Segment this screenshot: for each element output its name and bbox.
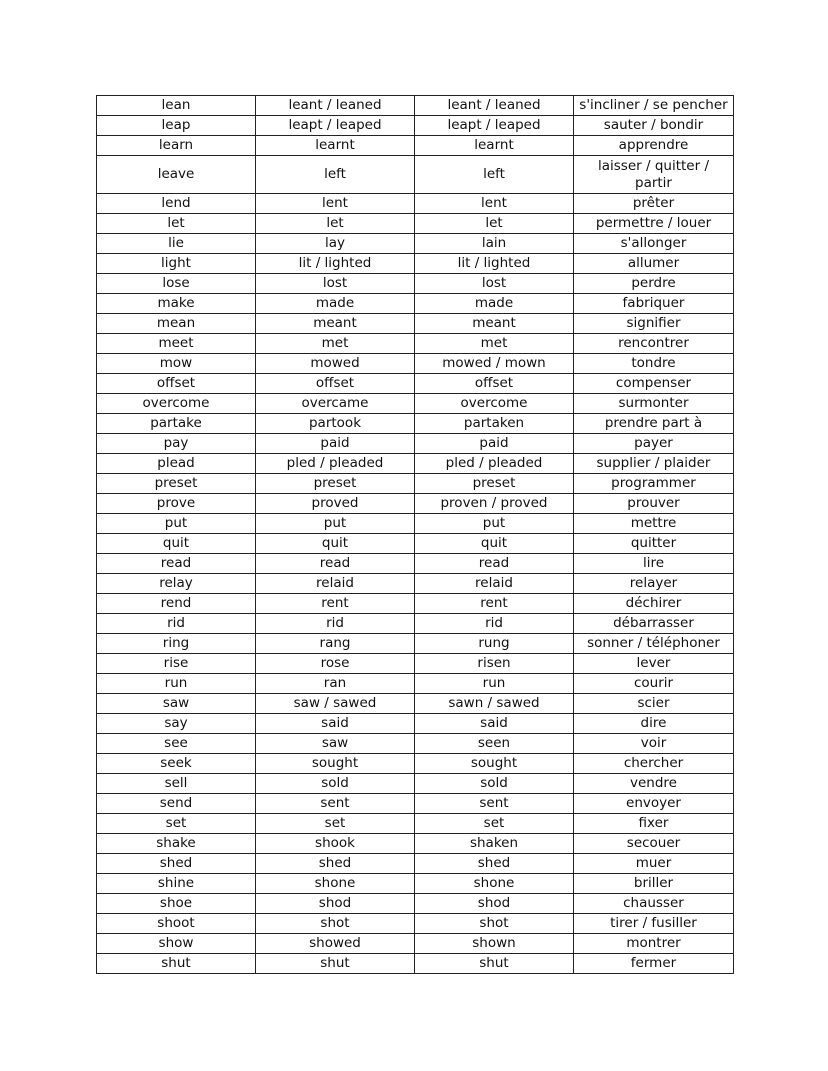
infinitive-cell: ring [97, 634, 256, 654]
translation-cell: compenser [574, 374, 734, 394]
table-row [97, 834, 734, 854]
irregular-verbs-table [96, 95, 734, 974]
translation-cell: s'allonger [574, 234, 734, 254]
past-simple-cell: saw [256, 734, 415, 754]
past-participle-cell: paid [415, 434, 574, 454]
infinitive-cell: see [97, 734, 256, 754]
past-participle-cell: sent [415, 794, 574, 814]
past-participle-cell: leant / leaned [415, 96, 574, 116]
translation-cell: secouer [574, 834, 734, 854]
infinitive-cell: partake [97, 414, 256, 434]
past-participle-cell: lit / lighted [415, 254, 574, 274]
table-row [97, 934, 734, 954]
infinitive-cell: let [97, 214, 256, 234]
infinitive-cell: preset [97, 474, 256, 494]
past-simple-cell: rent [256, 594, 415, 614]
translation-cell: programmer [574, 474, 734, 494]
translation-cell: fermer [574, 954, 734, 974]
past-simple-cell: saw / sawed [256, 694, 415, 714]
past-participle-cell: preset [415, 474, 574, 494]
past-participle-cell: overcome [415, 394, 574, 414]
translation-cell: fabriquer [574, 294, 734, 314]
infinitive-cell: run [97, 674, 256, 694]
translation-cell: dire [574, 714, 734, 734]
past-participle-cell: left [415, 156, 574, 194]
past-simple-cell: mowed [256, 354, 415, 374]
infinitive-cell: offset [97, 374, 256, 394]
translation-cell: quitter [574, 534, 734, 554]
table-row [97, 694, 734, 714]
infinitive-cell: lean [97, 96, 256, 116]
translation-cell: lever [574, 654, 734, 674]
table-row [97, 414, 734, 434]
past-simple-cell: learnt [256, 136, 415, 156]
past-participle-cell: meant [415, 314, 574, 334]
past-simple-cell: preset [256, 474, 415, 494]
infinitive-cell: learn [97, 136, 256, 156]
table-row [97, 714, 734, 734]
table-row [97, 454, 734, 474]
table-row [97, 374, 734, 394]
infinitive-cell: read [97, 554, 256, 574]
infinitive-cell: set [97, 814, 256, 834]
table-row [97, 96, 734, 116]
infinitive-cell: mow [97, 354, 256, 374]
past-participle-cell: put [415, 514, 574, 534]
past-simple-cell: paid [256, 434, 415, 454]
verbs-table-body [97, 96, 734, 974]
table-row [97, 494, 734, 514]
translation-cell: fixer [574, 814, 734, 834]
past-simple-cell: shut [256, 954, 415, 974]
infinitive-cell: rid [97, 614, 256, 634]
infinitive-cell: relay [97, 574, 256, 594]
past-simple-cell: pled / pleaded [256, 454, 415, 474]
translation-cell: envoyer [574, 794, 734, 814]
past-simple-cell: showed [256, 934, 415, 954]
past-participle-cell: shod [415, 894, 574, 914]
table-row [97, 554, 734, 574]
infinitive-cell: lie [97, 234, 256, 254]
table-row [97, 574, 734, 594]
translation-cell: tirer / fusiller [574, 914, 734, 934]
infinitive-cell: shoot [97, 914, 256, 934]
translation-cell: chausser [574, 894, 734, 914]
past-participle-cell: shut [415, 954, 574, 974]
translation-cell: signifier [574, 314, 734, 334]
table-row [97, 354, 734, 374]
table-row [97, 534, 734, 554]
table-row [97, 594, 734, 614]
infinitive-cell: prove [97, 494, 256, 514]
past-simple-cell: shot [256, 914, 415, 934]
table-row [97, 634, 734, 654]
past-participle-cell: sold [415, 774, 574, 794]
past-participle-cell: shaken [415, 834, 574, 854]
table-row [97, 734, 734, 754]
translation-cell: prêter [574, 194, 734, 214]
translation-cell: surmonter [574, 394, 734, 414]
infinitive-cell: seek [97, 754, 256, 774]
table-row [97, 194, 734, 214]
table-row [97, 774, 734, 794]
infinitive-cell: shed [97, 854, 256, 874]
infinitive-cell: quit [97, 534, 256, 554]
translation-cell: rencontrer [574, 334, 734, 354]
table-row [97, 394, 734, 414]
past-participle-cell: proven / proved [415, 494, 574, 514]
past-simple-cell: put [256, 514, 415, 534]
translation-cell: s'incliner / se pencher [574, 96, 734, 116]
past-participle-cell: offset [415, 374, 574, 394]
table-row [97, 234, 734, 254]
past-simple-cell: sent [256, 794, 415, 814]
past-simple-cell: leant / leaned [256, 96, 415, 116]
past-participle-cell: seen [415, 734, 574, 754]
infinitive-cell: leap [97, 116, 256, 136]
infinitive-cell: shut [97, 954, 256, 974]
past-simple-cell: rid [256, 614, 415, 634]
past-simple-cell: rang [256, 634, 415, 654]
table-row [97, 274, 734, 294]
past-simple-cell: let [256, 214, 415, 234]
past-simple-cell: lit / lighted [256, 254, 415, 274]
table-row [97, 434, 734, 454]
past-participle-cell: rid [415, 614, 574, 634]
translation-cell: débarrasser [574, 614, 734, 634]
past-participle-cell: pled / pleaded [415, 454, 574, 474]
past-participle-cell: partaken [415, 414, 574, 434]
infinitive-cell: rise [97, 654, 256, 674]
past-simple-cell: shod [256, 894, 415, 914]
past-participle-cell: sawn / sawed [415, 694, 574, 714]
past-simple-cell: sought [256, 754, 415, 774]
infinitive-cell: shine [97, 874, 256, 894]
translation-cell: prendre part à [574, 414, 734, 434]
translation-cell: payer [574, 434, 734, 454]
past-participle-cell: quit [415, 534, 574, 554]
past-simple-cell: leapt / leaped [256, 116, 415, 136]
table-row [97, 874, 734, 894]
table-row [97, 334, 734, 354]
table-row [97, 614, 734, 634]
translation-cell: lire [574, 554, 734, 574]
translation-cell: perdre [574, 274, 734, 294]
table-row [97, 854, 734, 874]
infinitive-cell: lose [97, 274, 256, 294]
past-simple-cell: set [256, 814, 415, 834]
past-simple-cell: said [256, 714, 415, 734]
past-simple-cell: read [256, 554, 415, 574]
table-row [97, 674, 734, 694]
translation-cell: laisser / quitter / partir [574, 156, 734, 194]
past-simple-cell: lay [256, 234, 415, 254]
translation-cell: scier [574, 694, 734, 714]
table-row [97, 474, 734, 494]
past-simple-cell: partook [256, 414, 415, 434]
past-participle-cell: shot [415, 914, 574, 934]
infinitive-cell: leave [97, 156, 256, 194]
past-simple-cell: proved [256, 494, 415, 514]
past-participle-cell: let [415, 214, 574, 234]
table-row [97, 294, 734, 314]
table-row [97, 894, 734, 914]
infinitive-cell: rend [97, 594, 256, 614]
infinitive-cell: send [97, 794, 256, 814]
table-row [97, 136, 734, 156]
translation-cell: muer [574, 854, 734, 874]
past-participle-cell: risen [415, 654, 574, 674]
past-simple-cell: ran [256, 674, 415, 694]
past-participle-cell: shed [415, 854, 574, 874]
table-row [97, 254, 734, 274]
infinitive-cell: pay [97, 434, 256, 454]
infinitive-cell: show [97, 934, 256, 954]
past-participle-cell: sought [415, 754, 574, 774]
infinitive-cell: lend [97, 194, 256, 214]
past-participle-cell: leapt / leaped [415, 116, 574, 136]
table-row [97, 814, 734, 834]
past-participle-cell: met [415, 334, 574, 354]
infinitive-cell: say [97, 714, 256, 734]
translation-cell: prouver [574, 494, 734, 514]
infinitive-cell: overcome [97, 394, 256, 414]
past-simple-cell: offset [256, 374, 415, 394]
infinitive-cell: shake [97, 834, 256, 854]
table-row [97, 156, 734, 194]
infinitive-cell: saw [97, 694, 256, 714]
table-row [97, 314, 734, 334]
table-row [97, 214, 734, 234]
past-simple-cell: overcame [256, 394, 415, 414]
translation-cell: voir [574, 734, 734, 754]
past-participle-cell: said [415, 714, 574, 734]
past-participle-cell: made [415, 294, 574, 314]
translation-cell: chercher [574, 754, 734, 774]
past-participle-cell: shone [415, 874, 574, 894]
translation-cell: mettre [574, 514, 734, 534]
past-participle-cell: lent [415, 194, 574, 214]
translation-cell: relayer [574, 574, 734, 594]
infinitive-cell: meet [97, 334, 256, 354]
past-participle-cell: shown [415, 934, 574, 954]
translation-cell: sauter / bondir [574, 116, 734, 136]
infinitive-cell: put [97, 514, 256, 534]
translation-cell: permettre / louer [574, 214, 734, 234]
translation-cell: apprendre [574, 136, 734, 156]
past-simple-cell: lost [256, 274, 415, 294]
past-simple-cell: left [256, 156, 415, 194]
past-participle-cell: rent [415, 594, 574, 614]
past-participle-cell: mowed / mown [415, 354, 574, 374]
infinitive-cell: plead [97, 454, 256, 474]
infinitive-cell: make [97, 294, 256, 314]
past-participle-cell: learnt [415, 136, 574, 156]
translation-cell: tondre [574, 354, 734, 374]
past-participle-cell: rung [415, 634, 574, 654]
infinitive-cell: sell [97, 774, 256, 794]
past-simple-cell: shook [256, 834, 415, 854]
table-row [97, 514, 734, 534]
past-simple-cell: relaid [256, 574, 415, 594]
past-participle-cell: lost [415, 274, 574, 294]
past-simple-cell: lent [256, 194, 415, 214]
translation-cell: déchirer [574, 594, 734, 614]
translation-cell: courir [574, 674, 734, 694]
table-row [97, 914, 734, 934]
translation-cell: sonner / téléphoner [574, 634, 734, 654]
translation-cell: allumer [574, 254, 734, 274]
table-row [97, 754, 734, 774]
past-participle-cell: run [415, 674, 574, 694]
past-simple-cell: made [256, 294, 415, 314]
infinitive-cell: shoe [97, 894, 256, 914]
past-simple-cell: shone [256, 874, 415, 894]
past-simple-cell: met [256, 334, 415, 354]
past-participle-cell: relaid [415, 574, 574, 594]
translation-cell: briller [574, 874, 734, 894]
past-simple-cell: sold [256, 774, 415, 794]
translation-cell: montrer [574, 934, 734, 954]
past-simple-cell: rose [256, 654, 415, 674]
past-participle-cell: lain [415, 234, 574, 254]
translation-cell: vendre [574, 774, 734, 794]
table-row [97, 116, 734, 136]
past-simple-cell: quit [256, 534, 415, 554]
past-participle-cell: read [415, 554, 574, 574]
past-simple-cell: meant [256, 314, 415, 334]
table-row [97, 954, 734, 974]
translation-cell: supplier / plaider [574, 454, 734, 474]
table-row [97, 794, 734, 814]
infinitive-cell: light [97, 254, 256, 274]
table-row [97, 654, 734, 674]
infinitive-cell: mean [97, 314, 256, 334]
past-simple-cell: shed [256, 854, 415, 874]
past-participle-cell: set [415, 814, 574, 834]
